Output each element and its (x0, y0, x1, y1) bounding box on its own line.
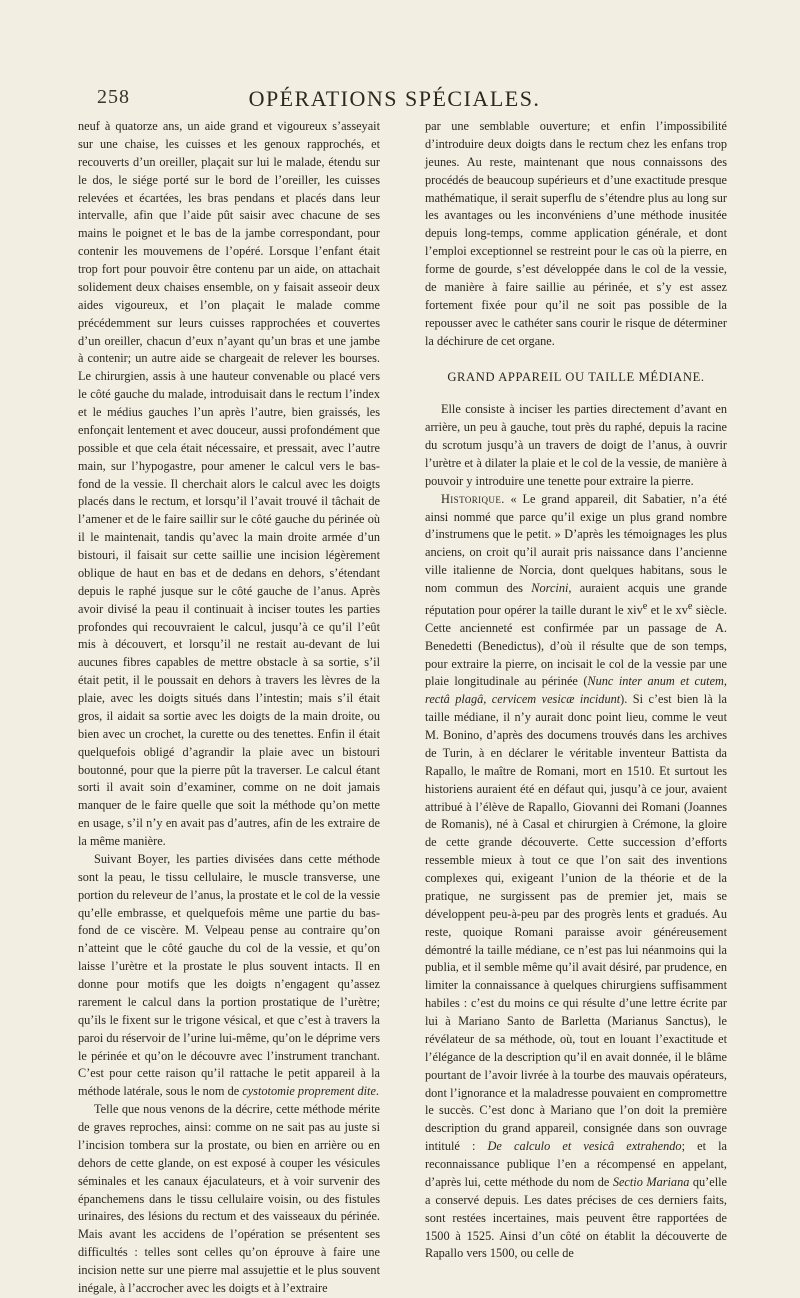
historique-label: Historique. (441, 491, 505, 506)
paragraph-reproches: Telle que nous venons de la décrire, cette méthode mérite de graves reproches, ainsi: comme on ne sait pas au juste si l’incision tombera sur la prostate, ou bien en arrière ou en dehors de cette glande, on est exposé à couper les vésicules séminales et les canaux éjaculateurs, et à voir survenir des épanchemens dans le tissu cellulaire voisin, ou des fistules urinaires, des lésions du rectum et des vaisseaux du périnée. Mais avant les accidens de l’opération se présentent ses difficultés : telles sont celles qu’on éprouve à faire une incision nette sur une pierre mal assujettie et le plus souvent inégale, à l’accrocher avec les doigts et à l’extraire (78, 1102, 380, 1295)
paragraph-text: et le xv (647, 602, 688, 617)
section-heading: GRAND APPAREIL OU TAILLE MÉDIANE. (447, 370, 705, 385)
paragraph-text: siècle. Cette ancienneté est confirmée par un passage de A. Benedetti (Benedictus), d’où il résulte que de son temps, pour extraire la pierre, on incisait le col de la vessie par une plaie longitudinale au périnée ( (425, 602, 727, 689)
right-column (425, 118, 727, 1263)
page-header (97, 86, 692, 116)
superscript: e (642, 600, 648, 612)
italic-quote: Nunc inter anum et cutem, rectâ plagâ, cervicem vesicæ incidunt (425, 674, 727, 707)
page-number: 258 (97, 86, 130, 108)
italic-term: Norcini (531, 581, 569, 595)
paragraph-historique (425, 491, 727, 1264)
paragraph-text: , auraient acquis une grande réputation pour opérer la taille durant le xiv (425, 581, 727, 617)
paragraph-text: ). Si c’est bien là la taille médiane, il n’y aurait donc point lieu, comme le veut M. Bonino, d’après des documens trouvés dans les archives de Turin, à en déclarer le véritable inventeur Battista da Rapallo, le maître de Romani, mort en 1510. Et surtout les historiens auraient été en défaut qui, jusqu’à ce jour, avaient attribué à l’élève de Rapallo, Giovanni dei Romani (Joannes de Romanis), né à Casal et chirurgien à Crémone, la gloire de cette grande découverte. Cette succession d’efforts ressemble mieux à tout ce que l’on sait des inventions complexes qui, exigeant l’union de la théorie et de la pratique, ne surgissent pas de premier jet, mais se développent peu-à-peu par des progrès lents et gradués. Au reste, quoique Romani paraisse avoir généreusement démontré la taille médiane, ce n’est pas lui néanmoins qui la publia, et il semble même qu’il avait désiré, par prudence, en limiter la connaissance à quelques chirurgiens suffisamment habiles : c’est du moins ce qui résulte d’une lettre écrite par lui à Mariano Santo de Barletta (Marianus Sanctus), le révélateur de sa méthode, où, tout en louant l’exactitude et l’élégance de la description qu’il en avait donnée, il le blâme pourtant de l’avoir livrée à la tourbe des mauvais opérateurs, dont l’ignorance et la maladresse pouvaient en compromettre le succès. C’est donc à Mariano que l’on doit la première description du grand appareil, consignée dans son ouvrage intitulé : (425, 692, 727, 1154)
paragraph-boyer-velpeau (78, 851, 380, 1101)
italic-term: Sectio Mariana (612, 1174, 690, 1189)
italic-title: De calculo et vesicâ extrahendo (487, 1139, 682, 1154)
paragraph-continuation: par une semblable ouverture; et enfin l’impossibilité d’introduire deux doigts dans le rectum chez les enfans trop jeunes. Au reste, maintenant que nous connaissons des procédés de beaucoup supérieurs et d’une exactitude presque mathématique, il serait superflu de s’étendre plus au long sur les avantages ou les inconvéniens d’une méthode inusitée depuis long-temps, comme application générale, et dont l’emploi exceptionnel se restreint pour le cas où la pierre, en forme de gourde, s’est développée dans le col de la vessie, de manière à faire saillie au périnée, et s’y est assez fortement fixée pour qu’il ne soit pas possible de la repousser avec le cathéter sans courir le risque de déterminer la déchirure de cet organe. (425, 119, 727, 348)
paragraph-petit-appareil-procedure: neuf à quatorze ans, un aide grand et vigoureux s’asseyait sur une chaise, les cuisses et les genoux rapprochés, et recouverts d’un oreiller, plaçait sur lui le malade, étendu sur le dos, le siége porté sur le bord de l’oreiller, les cuisses relevées et écartées, les bras pendans et placés dans leur intervalle, afin que l’aide pût saisir avec chacune de ses mains le poignet et le bas de la jambe correspondant, pour contenir les mouvemens de l’opéré. Lorsque l’enfant était trop fort pour pouvoir être contenu par un aide, on attachait solidement deux chaises ensemble, on y faisait asseoir deux aides vigoureux, et l’on plaçait le malade comme précédemment sur leurs cuisses rapprochées et couvertes d’un oreiller, chacun d’eux n’ayant qu’un bras et une jambe à contenir; un autre aide se chargeait de relever les bourses. Le chirurgien, assis à une hauteur convenable ou placé vers le côté gauche du malade, introduisait dans le rectum l’index et le médius gauches l’un après l’autre, bien graissés, les enfonçait lentement et avec douceur, aussi profondément que possible et que cela était nécessaire, et pressait, avec l’autre main, sur l’hypogastre, pour amener le calcul vers le bas-fond de la vessie. Il cherchait alors le calcul avec les doigts placés dans le rectum, et lorsqu’il l’avait trouvé il tâchait de l’amener et de le faire saillir sur le côté gauche du périnée où il le maintenait, tandis qu’avec la main droite armée d’un bistouri, il faisait sur cette saillie une incision légèrement oblique de haut en bas et de dedans en dehors, s’étendant depuis le raphé jusque sur le côté gauche de l’anus. Après avoir divisé la peau il continuait à inciser toutes les parties profondes qui recouvraient le calcul, jusqu’à ce qu’il l’eût mis à découvert, et lorsqu’il ne restait au-devant de lui aucunes fibres capables de mettre obstacle à sa sortie, s’il était petit, il le poussait en dehors à travers les lèvres de la plaie, avec les doigts situés dans l’intestin; mais s’il était gros, il aidait sa sortie avec les doigts de la main droite, ou bien avec un crochet, la curette ou des tenettes. Enfin il était quelquefois obligé d’agrandir la plaie avec un bistouri boutonné, pour que la pierre pût la traverser. Le calcul étant sorti il avait soin d’examiner, comme on ne doit jamais manquer de le faire quelle que soit la méthode qu’on mette en usage, s’il n’y en avait pas d’autres, afin de les extraire de la même manière. (78, 119, 380, 848)
paragraph-text: Suivant Boyer, les parties divisées dans cette méthode sont la peau, le tissu cellulaire, le muscle transverse, une portion du releveur de l’anus, la prostate et le col de la vessie qu’elle embrasse, et quelquefois même une partie du bas-fond de ce viscère. M. Velpeau pense au contraire qu’on n’atteint que le côté gauche du col de la vessie, et qu’on laisse l’urètre et la prostate le plus souvent intacts. Il en donne pour motifs que les doigts n’engagent qu’assez rarement le calcul dans la portion prostatique de l’urètre; qu’ils le fixent sur le trigone vésical, et que c’est à travers la paroi du réservoir de l’urine lui-même, qu’on le déprime vers le périnée et qu’on le découvre avec l’instrument tranchant. C’est pour cette raison qu’il rattache le petit appareil à la méthode latérale, sous le nom de (78, 851, 380, 1099)
running-title: OPÉRATIONS SPÉCIALES. (248, 86, 541, 111)
paragraph-text: . (375, 1084, 379, 1099)
paragraph-text: « Le grand appareil, dit Sabatier, n’a été ainsi nommé que parce qu’il exige un plus grand nombre d’instrumens que le petit. » D’après les témoignages les plus anciens, on croit qu’il aurait pris naissance dans l’ancienne ville italienne de Norcia, dont quelques habitans, sous le nom commun des (425, 491, 727, 595)
italic-term: cystotomie proprement dite (242, 1084, 376, 1099)
left-column (78, 118, 380, 1298)
paragraph-text: ; et la reconnaissance publique l’en a récompensé en appelant, d’après lui, cette méthode du nom de (425, 1139, 728, 1189)
paragraph-definition: Elle consiste à inciser les parties directement d’avant en arrière, un peu à gauche, tout près du raphé, depuis la racine du scrotum jusqu’à un travers de doigt de l’anus, à ouvrir l’urètre et à dilater la plaie et le col de la vessie, de manière à pouvoir y introduire une tenette pour extraire la pierre. (425, 402, 727, 488)
paragraph-text: qu’elle a conservé depuis. Les dates précises de ces derniers faits, sont restées incertaines, mais peuvent être rapportées de 1500 à 1525. Ainsi d’un côté on établit la découverte de Rapallo vers 1500, ou celle de (425, 1174, 727, 1261)
superscript: e (687, 600, 693, 612)
